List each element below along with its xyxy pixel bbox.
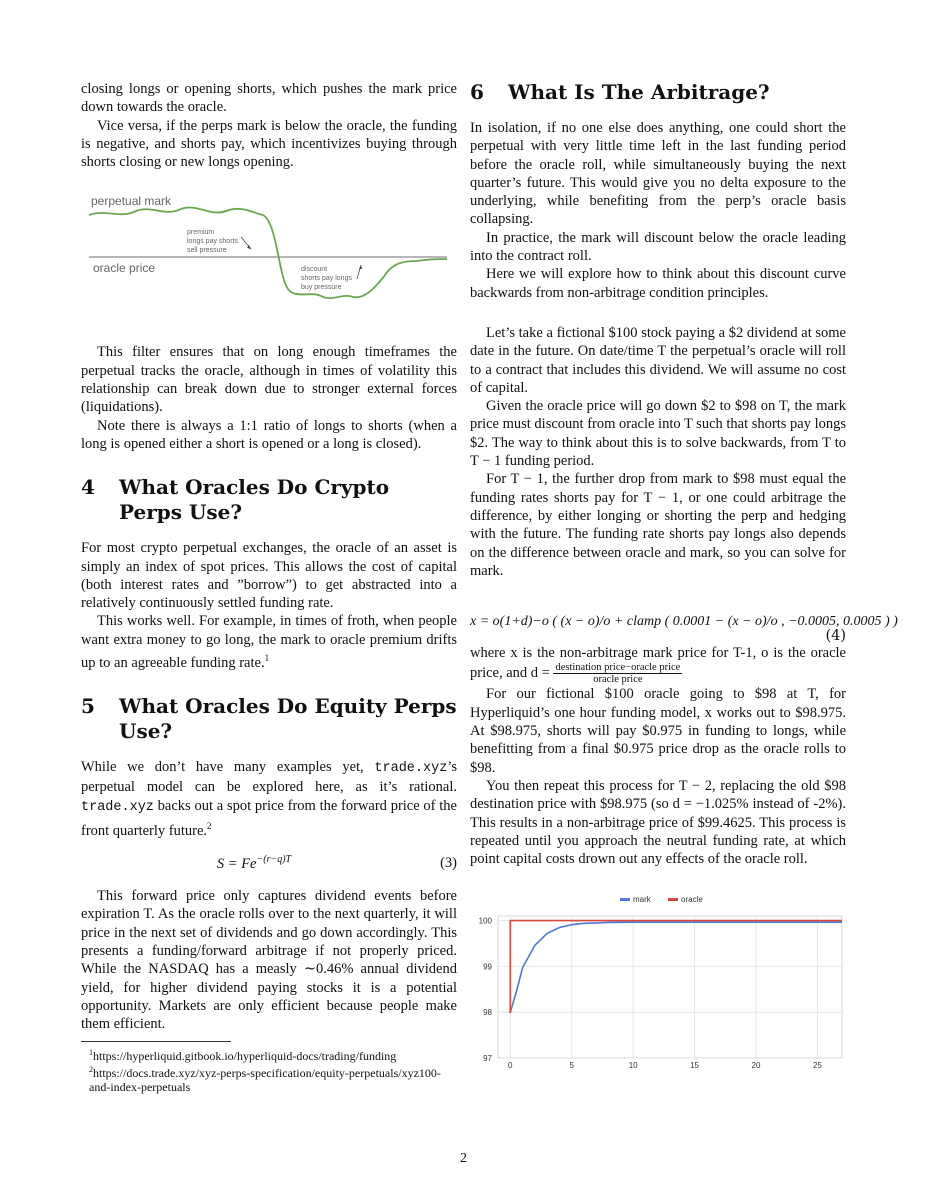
- y-tick-label: 100: [478, 916, 492, 926]
- paragraph: Given the oracle price will go down $2 to $98 on T, the mark price must discount from oracle into T such that shorts pay longs $2. The way to think about this is to solve backwards, from T to T − 1 funding period.: [470, 398, 847, 470]
- figure-note-discount: discount shorts pay longs buy pressure: [301, 266, 352, 292]
- paragraph: While we don’t have many examples yet, trade.xyz’s perpetual model can be explored here, as it’s rational. trade.xyz backs out a spot price from the forward price of the front quarterly future.$^2$: [81, 759, 457, 839]
- figure-label-oracle: oracle price: [93, 261, 156, 276]
- footnote-mark: 1: [264, 653, 270, 664]
- section-number: 5: [81, 694, 95, 719]
- legend-swatch-oracle: [668, 898, 678, 901]
- left-column: [81, 80, 457, 1094]
- perp-vs-oracle-sketch: [81, 179, 457, 329]
- legend-label-oracle: oracle: [681, 895, 703, 905]
- paragraph: In practice, the mark will discount below the oracle leading into the contract roll.: [470, 229, 846, 265]
- paragraph: For T − 1, the further drop from mark to $98 must equal the funding rates shorts pay for T − 1, or one could arbitrage the difference, by either longing or shorting the perp and hedging with the future. The funding rate shorts pay longs also depends on the difference between oracle and mark, so you can solve for mark.: [470, 471, 846, 579]
- y-tick-label: 97: [483, 1054, 492, 1064]
- mark-oracle-chart: [470, 888, 846, 1072]
- equation-4: x = o(1+d)−o ( (x − o)/o + clamp ( 0.0001 − (x − o)/o , −0.0005, 0.0005 ) ): [470, 614, 898, 630]
- paragraph: Here we will explore how to think about this discount curve backwards from non-arbitrage condition principles.: [470, 266, 846, 301]
- section-heading: [81, 475, 457, 525]
- paragraph: For our fictional $100 oracle going to $98 at T, for Hyperliquid’s one hour funding model, x works out to $98.975. At $98.975, shorts will pay $0.975 in funding to longs, while benefitting from a final $0.975 price drop as the oracle rolls to $98.: [470, 686, 846, 776]
- paragraph: Vice versa, if the perps mark is below the oracle, the funding is negative, and shorts pay, which incentivizes buying through shorts closing or new longs opening.: [81, 117, 457, 171]
- page-number: 2: [460, 1151, 467, 1166]
- section-heading: [81, 694, 457, 744]
- x-tick-label: 10: [628, 1061, 638, 1069]
- right-column: [470, 80, 898, 1072]
- section-number: 4: [81, 475, 95, 500]
- equation-3: $S = Fe^{-(r-q)T}$ (3): [216, 854, 457, 873]
- paragraph: Note there is always a 1:1 ratio of longs to shorts (when a long is opened either a short is opened or a long is closed).: [81, 417, 457, 452]
- paragraph: This filter ensures that on long enough timeframes the perpetual tracks the oracle, although in times of volatility this relationship can break down due to stronger external forces (liquidations).: [81, 344, 457, 416]
- legend-label-mark: mark: [633, 895, 651, 905]
- paragraph: This forward price only captures dividend events before expiration T. As the oracle rolls over to the next quarterly, it will price in the next set of dividends and go down accordingly. This presents a funding/forward arbitrage if not properly priced. While the NASDAQ has a measly ∼0.46% annual dividend yield, for higher dividend paying stocks it is a potential opportunity. Markets are only efficient because people make them efficient.: [81, 888, 457, 1033]
- legend-swatch-mark: [620, 898, 630, 901]
- y-tick-label: 98: [483, 1008, 492, 1018]
- section-number: 6: [470, 80, 484, 104]
- chart-svg: [470, 888, 846, 1068]
- section-title: What Is The Arbitrage?: [508, 80, 770, 104]
- paragraph: In isolation, if no one else does anything, one could short the perpetual with very little time left in the last funding period before the oracle roll, while simultaneously buying the next quarter’s future. This would give you no delta exposure to the underlying, while benefiting from the perp’s oracle basis collapsing.: [470, 120, 846, 228]
- x-tick-label: 25: [812, 1061, 822, 1069]
- section-title: What Oracles Do Equity Perps Use?: [119, 694, 457, 744]
- y-tick-label: 99: [483, 962, 492, 972]
- section-heading: [470, 80, 846, 105]
- footnote-2: $^2$https://docs.trade.xyz/xyz-perps-specification/equity-perpetuals/xyz100-and-index-perpetuals: [89, 1065, 441, 1095]
- figure-note-premium: premium longs pay shorts sell pressure: [187, 229, 238, 255]
- footnote-1: $^1$https://hyperliquid.gitbook.io/hyperliquid-docs/trading/funding: [89, 1048, 397, 1064]
- series-line-mark: [510, 923, 842, 1013]
- paragraph: where x is the non-arbitrage mark price for T-1, o is the oracle price, and d = $\frac{\text{destination price−oracle price}}{\text{oracle price}}$: [470, 645, 846, 686]
- equation-tag: (3): [440, 855, 457, 872]
- fraction: $\frac{\text{destination price−oracle price}}{\text{oracle price}}$: [555, 662, 681, 686]
- equation-tag: (4): [825, 628, 846, 645]
- plot-frame: [498, 916, 842, 1058]
- x-tick-label: 0: [508, 1061, 513, 1069]
- x-tick-label: 20: [751, 1061, 761, 1069]
- paragraph: This works well. For example, in times of froth, when people want extra money to go long, the mark to oracle premium drifts up to an agreeable funding rate.$^1$: [81, 613, 457, 671]
- figure-label-mark: perpetual mark: [91, 194, 172, 209]
- section-title: What Oracles Do Crypto Perps Use?: [119, 475, 390, 525]
- paragraph: closing longs or opening shorts, which pushes the mark price down towards the oracle.: [81, 81, 457, 116]
- footnote-mark: 2: [207, 821, 212, 832]
- paragraph: For most crypto perpetual exchanges, the oracle of an asset is simply an index of spot prices. This allows the cost of capital (both interest rates and ”borrow”) to get abstracted into a relatively continuously settled funding rate.: [81, 540, 457, 612]
- x-tick-label: 5: [569, 1061, 574, 1069]
- perp-mark-figure: [81, 179, 457, 333]
- footnote-rule: [81, 1041, 231, 1042]
- paragraph: Let’s take a fictional $100 stock paying a $2 dividend at some date in the future. On date/time T the perpetual’s oracle will roll to a contract that includes this dividend. We will assume no cost of capital.: [470, 324, 846, 396]
- paragraph: You then repeat this process for T − 2, replacing the old $98 destination price with $98.975 (so d = −1.025% instead of -2%). This results in a non-arbitrage price of $99.4625. This process is repeated until you approach the neutral funding rate, at which point capital costs drown out any effects of the oracle roll.: [470, 777, 846, 868]
- x-tick-label: 15: [690, 1061, 700, 1069]
